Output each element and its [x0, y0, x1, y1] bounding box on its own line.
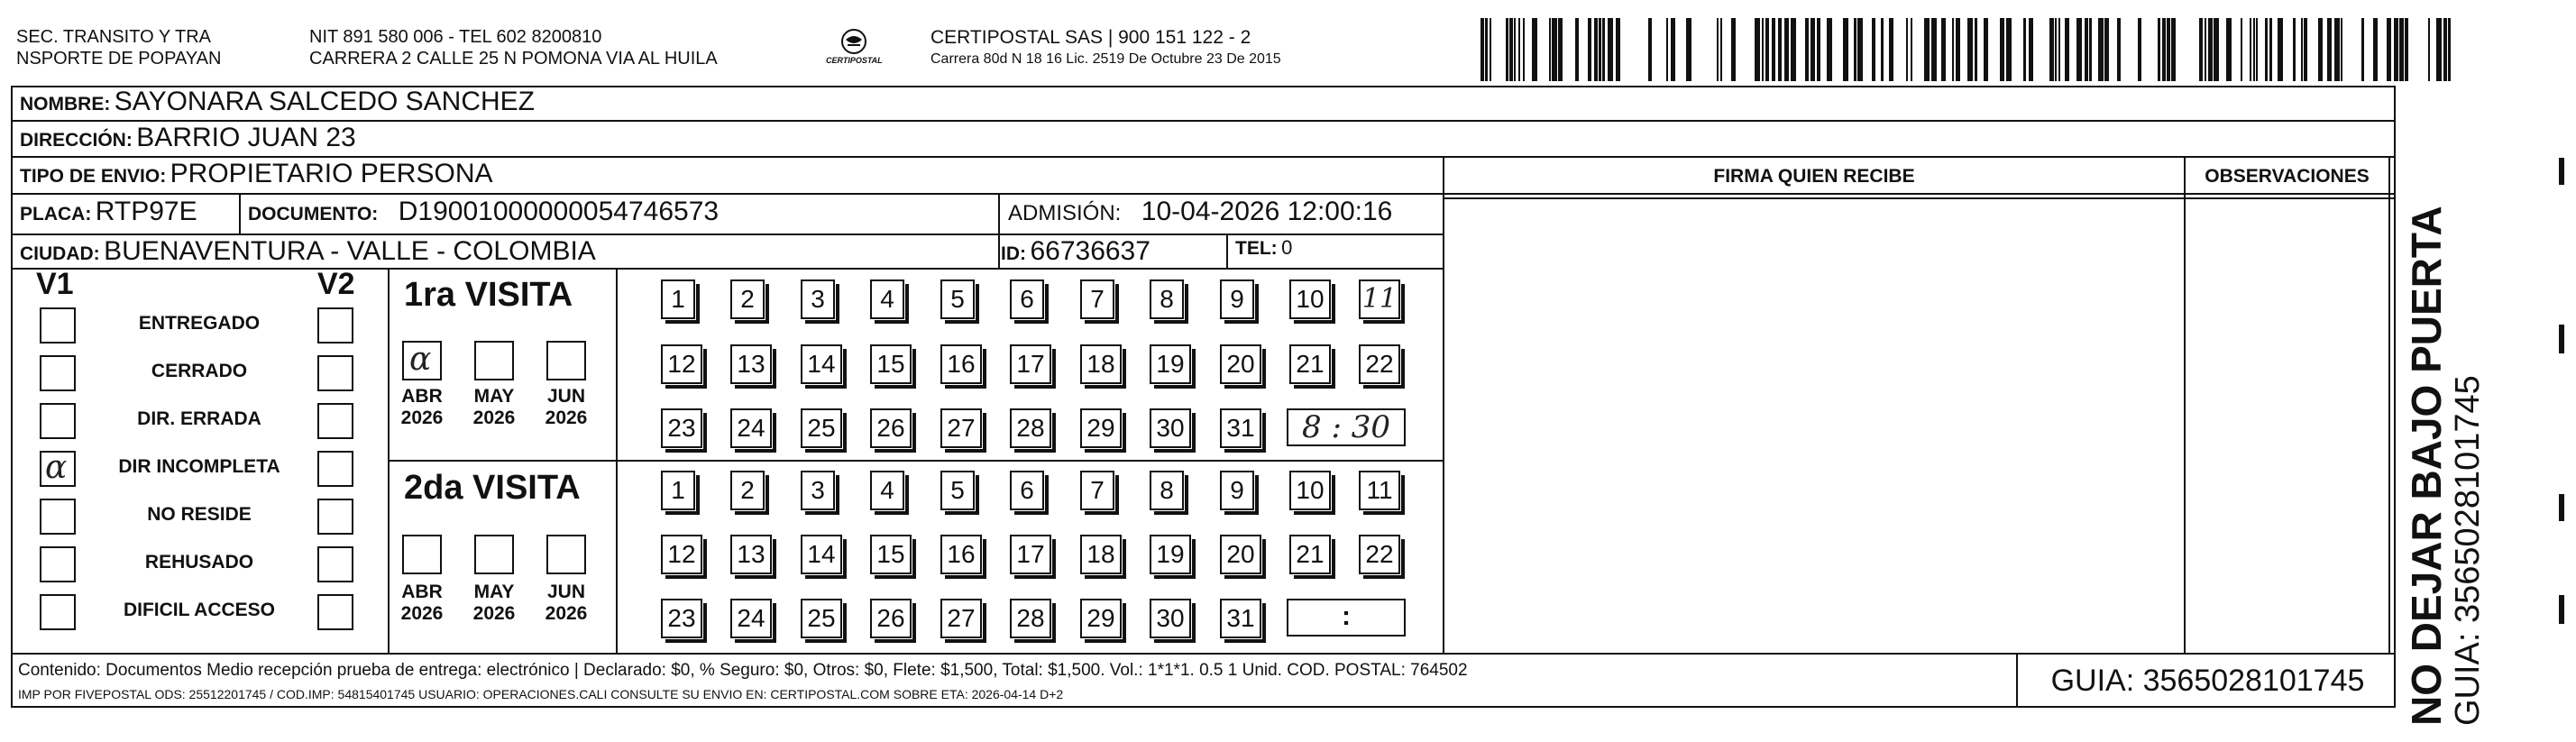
v1-checkbox[interactable]	[40, 403, 76, 439]
barcode-bar	[1843, 18, 1848, 81]
month-checkbox[interactable]	[474, 341, 514, 380]
day-box[interactable]: 31	[1220, 599, 1261, 638]
status-label: DIR INCOMPLETA	[118, 456, 280, 477]
day-box[interactable]: 30	[1150, 408, 1191, 448]
second-visit-title: 2da VISITA	[404, 469, 581, 507]
day-box[interactable]: 3	[801, 471, 835, 510]
barcode-bar	[1523, 18, 1525, 81]
footer-guia: GUIA: 3565028101745	[2050, 664, 2365, 698]
day-box[interactable]: 8	[1150, 279, 1184, 319]
day-box[interactable]: 19	[1150, 344, 1191, 384]
month-year: 2026	[472, 408, 516, 428]
barcode-bar	[1616, 18, 1620, 81]
day-box[interactable]: 29	[1080, 408, 1122, 448]
month-label: JUN	[546, 386, 585, 407]
barcode-bar	[1778, 18, 1782, 81]
barcode-bar	[1791, 18, 1796, 81]
barcode-bar	[2448, 18, 2451, 81]
barcode-bar	[1549, 18, 1551, 81]
day-box[interactable]: 21	[1289, 535, 1331, 574]
barcode-bar	[2058, 18, 2060, 81]
day-box[interactable]: 2	[730, 471, 765, 510]
v1-checkbox[interactable]	[40, 546, 76, 582]
second-visit-time-box[interactable]	[1287, 599, 1406, 637]
day-box[interactable]: 16	[940, 535, 982, 574]
month-check-mark: α	[409, 341, 432, 378]
documento-value: D19001000000054746573	[398, 197, 720, 226]
month-year: 2026	[400, 408, 444, 428]
barcode-bar	[2405, 18, 2408, 81]
barcode-bar	[1924, 18, 1930, 81]
day-box[interactable]: 7	[1080, 471, 1114, 510]
day-box[interactable]: 9	[1220, 279, 1254, 319]
month-year: 2026	[545, 603, 588, 624]
day-box[interactable]: 30	[1150, 599, 1191, 638]
day-box[interactable]: 12	[661, 344, 702, 384]
v1-check-mark: α	[45, 449, 68, 486]
barcode-bar	[1720, 18, 1722, 81]
status-label: REHUSADO	[144, 552, 254, 573]
v2-header: V2	[317, 267, 355, 301]
barcode-bar	[2205, 18, 2206, 81]
month-year: 2026	[400, 603, 444, 624]
day-box[interactable]: 17	[1010, 344, 1051, 384]
v1-checkbox[interactable]	[40, 594, 76, 630]
tipo-label: TIPO DE ENVIO:	[20, 166, 167, 187]
tipo-row	[20, 159, 493, 189]
barcode-bar	[1931, 18, 1937, 81]
day-box[interactable]: 4	[870, 471, 904, 510]
month-label: ABR	[401, 386, 443, 407]
direccion-row	[20, 123, 356, 153]
nombre-label: NOMBRE:	[20, 94, 111, 115]
day-box[interactable]: 15	[870, 535, 912, 574]
edge-mark	[2559, 158, 2564, 185]
status-label: ENTREGADO	[138, 313, 261, 334]
barcode-bar	[2226, 18, 2232, 81]
barcode-bar	[2158, 18, 2160, 81]
status-label: NO RESIDE	[147, 504, 252, 525]
barcode-bar	[2253, 18, 2255, 81]
barcode-bar	[1827, 18, 1832, 81]
barcode-bar	[1854, 18, 1856, 81]
admision-label: ADMISIÓN:	[1008, 201, 1122, 225]
barcode-bar	[2006, 18, 2012, 81]
barcode-bar	[1588, 18, 1591, 81]
status-label: DIR. ERRADA	[137, 408, 261, 429]
barcode-bar	[2265, 18, 2268, 81]
ciudad-value: BUENAVENTURA - VALLE - COLOMBIA	[104, 236, 596, 266]
barcode-bar	[2318, 18, 2323, 81]
barcode-bar	[2085, 18, 2088, 81]
side-guia: GUIA: 3565028101745	[2449, 375, 2487, 726]
signature-area[interactable]	[1446, 200, 2182, 651]
barcode-bar	[2089, 18, 2092, 81]
day-box[interactable]: 3	[801, 279, 835, 319]
tel-value: 0	[1281, 236, 1293, 259]
barcode-bar	[1731, 18, 1736, 81]
v2-checkbox[interactable]	[317, 546, 353, 582]
day-box[interactable]: 16	[940, 344, 982, 384]
barcode-bar	[2167, 18, 2170, 81]
tel-label: TEL:	[1235, 238, 1278, 259]
day-box[interactable]: 11	[1359, 471, 1400, 510]
barcode-bar	[2250, 18, 2251, 81]
barcode-bar	[2208, 18, 2213, 81]
day-box[interactable]: 13	[730, 535, 772, 574]
barcode-bar	[2428, 18, 2430, 81]
barcode-bar	[1648, 18, 1652, 81]
barcode-bar	[1941, 18, 1946, 81]
day-box[interactable]: 24	[730, 599, 772, 638]
month-label: JUN	[546, 582, 585, 602]
barcode-bar	[1817, 18, 1820, 81]
barcode-bar	[1975, 18, 1977, 81]
barcode-bar	[2104, 18, 2109, 81]
barcode-bar	[1506, 18, 1508, 81]
barcode-bar	[2269, 18, 2272, 81]
day-box[interactable]: 23	[661, 408, 702, 448]
barcode-bar	[1608, 18, 1613, 81]
day-box[interactable]: 22	[1359, 344, 1400, 384]
documento-label: DOCUMENTO:	[248, 204, 379, 224]
second-visit-time: :	[1342, 601, 1351, 631]
day-box[interactable]: 27	[940, 599, 982, 638]
barcode-bar	[1952, 18, 1954, 81]
day-box[interactable]: 2	[730, 279, 765, 319]
side-no-dejar: NO DEJAR BAJO PUERTA	[2403, 206, 2450, 726]
firma-header: FIRMA QUIEN RECIBE	[1713, 166, 1915, 187]
tipo-value: PROPIETARIO PERSONA	[170, 159, 493, 188]
barcode-bar	[2334, 18, 2340, 81]
barcode-bar	[1514, 18, 1516, 81]
day-box[interactable]: 1	[661, 471, 695, 510]
day-box[interactable]: 24	[730, 408, 772, 448]
day-box[interactable]: 22	[1359, 535, 1400, 574]
barcode-bar	[2327, 18, 2332, 81]
barcode-bar	[1889, 18, 1893, 81]
day-box[interactable]: 28	[1010, 408, 1051, 448]
barcode-bar	[1671, 18, 1675, 81]
day-box[interactable]: 15	[870, 344, 912, 384]
placa-row	[20, 197, 197, 227]
day-box[interactable]: 4	[870, 279, 904, 319]
documento-row	[248, 197, 719, 227]
barcode-bar	[2304, 18, 2307, 81]
barcode-bar	[2256, 18, 2258, 81]
ciudad-row	[20, 236, 596, 267]
barcode-bar	[1552, 18, 1557, 81]
barcode-bar	[1666, 18, 1668, 81]
admision-row	[1008, 197, 1392, 227]
sender-line-1: SEC. TRANSITO Y TRA	[16, 27, 211, 47]
barcode-bar	[1532, 18, 1537, 81]
status-label: DIFICIL ACCESO	[123, 600, 275, 620]
barcode-bar	[1481, 18, 1484, 81]
day-box[interactable]: 6	[1010, 279, 1044, 319]
observaciones-header: OBSERVACIONES	[2205, 166, 2370, 187]
admision-value: 10-04-2026 12:00:16	[1141, 197, 1393, 226]
barcode-bar	[1956, 18, 1960, 81]
barcode-bar	[1602, 18, 1605, 81]
barcode-bar	[2293, 18, 2296, 81]
barcode-bar	[2278, 18, 2283, 81]
barcode-bar	[2301, 18, 2303, 81]
day-box[interactable]: 26	[870, 599, 912, 638]
barcode-bar	[1594, 18, 1598, 81]
day-box[interactable]: 20	[1220, 344, 1261, 384]
day-box[interactable]: 28	[1010, 599, 1051, 638]
day-box[interactable]: 21	[1289, 344, 1331, 384]
certipostal-logo	[822, 27, 885, 72]
day-box[interactable]: 31	[1220, 408, 1261, 448]
placa-label: PLACA:	[20, 204, 92, 224]
ciudad-label: CIUDAD:	[20, 243, 100, 264]
id-row	[1001, 236, 1150, 267]
nombre-value: SAYONARA SALCEDO SANCHEZ	[114, 87, 536, 116]
day-box[interactable]: 11	[1359, 279, 1400, 319]
day-box[interactable]: 25	[801, 599, 842, 638]
day-box[interactable]: 12	[661, 535, 702, 574]
day-box[interactable]: 17	[1010, 535, 1051, 574]
barcode-bar	[2076, 18, 2082, 81]
day-box[interactable]: 18	[1080, 344, 1122, 384]
first-visit-time-box[interactable]	[1287, 408, 1406, 446]
day-box[interactable]: 10	[1289, 471, 1331, 510]
day-box[interactable]: 26	[870, 408, 912, 448]
day-box[interactable]: 5	[940, 279, 975, 319]
month-checkbox[interactable]	[546, 535, 586, 574]
certipostal-logo-icon	[822, 27, 885, 72]
day-box[interactable]: 8	[1150, 471, 1184, 510]
sender-line-2: NSPORTE DE POPAYAN	[16, 49, 222, 69]
barcode-bar	[1984, 18, 1988, 81]
barcode-bar	[2049, 18, 2054, 81]
barcode-bar	[1765, 18, 1769, 81]
v1-checkbox[interactable]	[40, 451, 76, 487]
barcode-bar	[1558, 18, 1563, 81]
day-box[interactable]: 27	[940, 408, 982, 448]
barcode-bar	[2055, 18, 2057, 81]
month-label: ABR	[401, 582, 443, 602]
barcode-bar	[2098, 18, 2104, 81]
barcode-bar	[1575, 18, 1579, 81]
tel-row	[1235, 236, 1292, 260]
logo-text: CERTIPOSTAL	[826, 56, 883, 65]
barcode-bar	[1755, 18, 1760, 81]
day-box[interactable]: 20	[1220, 535, 1261, 574]
barcode-bar	[2000, 18, 2004, 81]
barcode-bar	[1717, 18, 1719, 81]
month-label: MAY	[473, 386, 515, 407]
barcode-bar	[1805, 18, 1809, 81]
barcode-bar	[2138, 18, 2141, 81]
footer-content-line: Contenido: Documentos Medio recepción prueba de entrega: electrónico | Declarado: $0, % Seguro: $0, Otros: $0, Flete: $1,500, Total: $1,500. Vol.: 1*1*1. 0.5 1 Unid. COD. POSTAL: 764502	[18, 661, 1468, 680]
barcode-bar	[2023, 18, 2026, 81]
v2-checkbox[interactable]	[317, 451, 353, 487]
barcode-bar	[1967, 18, 1973, 81]
barcode-bar	[2443, 18, 2447, 81]
month-label: MAY	[473, 582, 515, 602]
barcode-bar	[1881, 18, 1884, 81]
day-box[interactable]: 29	[1080, 599, 1122, 638]
v2-checkbox[interactable]	[317, 594, 353, 630]
day-box[interactable]: 14	[801, 344, 842, 384]
id-label: ID:	[1001, 243, 1026, 264]
footer-imp-line: IMP POR FIVEPOSTAL ODS: 25512201745 / COD.IMP: 54815401745 USUARIO: OPERACIONES.CALI CONSULTE SU ENVIO EN: CERTIPOSTAL.COM SOBRE ETA: 2026-04-14 D+2	[18, 687, 1064, 701]
barcode-bar	[1485, 18, 1488, 81]
barcode-bar	[2214, 18, 2219, 81]
day-box[interactable]: 6	[1010, 471, 1044, 510]
v1-checkbox[interactable]	[40, 355, 76, 391]
nit-line: NIT 891 580 006 - TEL 602 8200810	[309, 27, 602, 47]
barcode-bar	[2394, 18, 2398, 81]
id-value: 66736637	[1030, 236, 1150, 266]
barcode-bar	[1509, 18, 1513, 81]
v1-checkbox[interactable]	[40, 307, 76, 344]
side-text	[2403, 206, 2486, 726]
barcode-bar	[1490, 18, 1491, 81]
barcode-bar	[1911, 18, 1912, 81]
barcode-bar	[1872, 18, 1875, 81]
day-box[interactable]: 1	[661, 279, 695, 319]
day-box[interactable]: 23	[661, 599, 702, 638]
v2-checkbox[interactable]	[317, 499, 353, 535]
barcode-bar	[2065, 18, 2069, 81]
month-year: 2026	[472, 603, 516, 624]
first-visit-title: 1ra VISITA	[404, 276, 573, 314]
day-box[interactable]: 25	[801, 408, 842, 448]
day-box[interactable]: 5	[940, 471, 975, 510]
barcode-bar	[2436, 18, 2442, 81]
barcode-icon	[1481, 18, 2451, 81]
barcode-bar	[2117, 18, 2121, 81]
edge-mark	[2559, 325, 2564, 353]
address-line: CARRERA 2 CALLE 25 N POMONA VIA AL HUILA	[309, 49, 718, 69]
month-checkbox[interactable]	[546, 341, 586, 380]
company-line: CERTIPOSTAL SAS | 900 151 122 - 2	[930, 27, 1251, 48]
first-visit-time: 8 : 30	[1302, 409, 1390, 445]
barcode-bar	[2029, 18, 2033, 81]
barcode-bar	[2387, 18, 2391, 81]
direccion-label: DIRECCIÓN:	[20, 130, 133, 151]
nombre-row	[20, 87, 535, 117]
v2-checkbox[interactable]	[317, 355, 353, 391]
day-box[interactable]: 14	[801, 535, 842, 574]
barcode-bar	[1762, 18, 1764, 81]
day-box[interactable]: 18	[1080, 535, 1122, 574]
status-label: CERRADO	[151, 361, 248, 381]
v1-checkbox[interactable]	[40, 499, 76, 535]
barcode-bar	[2241, 18, 2242, 81]
barcode-bar	[2399, 18, 2404, 81]
barcode-bar	[1518, 18, 1520, 81]
v1-header: V1	[36, 267, 74, 301]
barcode-bar	[1857, 18, 1863, 81]
v2-checkbox[interactable]	[317, 307, 353, 344]
barcode-bar	[2341, 18, 2342, 81]
barcode-bar	[2162, 18, 2166, 81]
placa-value: RTP97E	[95, 197, 197, 226]
barcode-bar	[2171, 18, 2176, 81]
day-box[interactable]: 19	[1150, 535, 1191, 574]
barcode-bar	[2199, 18, 2203, 81]
day-box[interactable]: 9	[1220, 471, 1254, 510]
month-checkbox[interactable]	[402, 535, 442, 574]
edge-mark	[2559, 595, 2564, 624]
day-box[interactable]: 13	[730, 344, 772, 384]
barcode-bar	[1686, 18, 1691, 81]
direccion-value: BARRIO JUAN 23	[136, 123, 356, 152]
v2-checkbox[interactable]	[317, 403, 353, 439]
month-year: 2026	[545, 408, 588, 428]
barcode-bar	[2373, 18, 2378, 81]
barcode-bar	[1811, 18, 1815, 81]
barcode-bar	[1906, 18, 1908, 81]
barcode-bar	[1784, 18, 1789, 81]
month-checkbox[interactable]	[402, 341, 442, 380]
day-box[interactable]: 7	[1080, 279, 1114, 319]
observations-area[interactable]	[2187, 200, 2387, 651]
barcode-bar	[1599, 18, 1601, 81]
day-box[interactable]: 10	[1289, 279, 1331, 319]
company-address: Carrera 80d N 18 16 Lic. 2519 De Octubre 23 De 2015	[930, 51, 1281, 67]
barcode-bar	[1772, 18, 1775, 81]
month-checkbox[interactable]	[474, 535, 514, 574]
edge-mark	[2559, 494, 2564, 521]
barcode-bar	[2361, 18, 2364, 81]
